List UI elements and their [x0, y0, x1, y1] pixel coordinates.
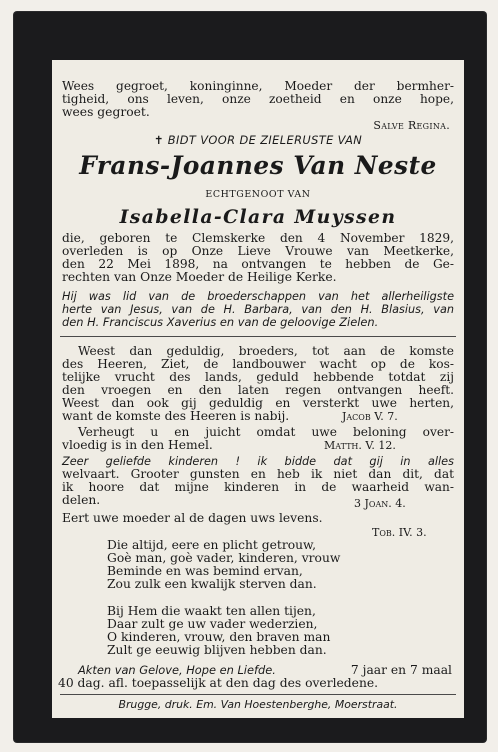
spouse-name: Isabella-Clara Muyssen: [119, 206, 397, 228]
indulgence-line: Akten van Gelove, Hope en Liefde.: [78, 663, 276, 677]
scripture-line: Eert uwe moeder al de dagen uws levens.: [62, 511, 323, 525]
scripture-line: des Heeren, Ziet, de landbouwer wacht op de kos-: [62, 357, 454, 371]
poem-line: Zou zulk een kwalijk sterven dan.: [107, 577, 317, 591]
scripture-line: want de komste des Heeren is nabij.: [62, 409, 290, 423]
scripture-line: den vroegen en den laten regen ontvangen heeft.: [62, 383, 454, 397]
scripture-reference: Tob. IV. 3.: [372, 526, 427, 539]
spouse-label: ECHTGENOOT VAN: [205, 189, 311, 200]
divider: [60, 336, 456, 337]
card-paper: [52, 60, 464, 718]
scripture-line: Weest dan ook gij geduldig en versterkt uwe herten,: [62, 396, 454, 410]
scripture-line: delen.: [62, 493, 101, 507]
poem-line: Zult ge eeuwig blijven hebben dan.: [107, 643, 327, 657]
divider: [60, 694, 456, 695]
scripture-line: ik hoore dat mijne kinderen in de waarheid wan-: [62, 480, 454, 494]
bio-line: die, geboren te Clemskerke den 4 November 1829,: [62, 231, 454, 245]
prayer-line: tigheid, ons leven, onze zoetheid en onze hope,: [62, 92, 454, 106]
prayer-line: Wees gegroet, koninginne, Moeder der bermher-: [62, 79, 454, 93]
membership-line: Hij was lid van de broederschappen van het allerheiligste: [62, 290, 454, 303]
mourning-card: [14, 12, 486, 742]
scripture-line: vloedig is in den Hemel.: [62, 438, 213, 452]
prayer-line: wees gegroet.: [62, 105, 150, 119]
membership-line: den H. Franciscus Xaverius en van de geloovige Zielen.: [62, 315, 379, 329]
printer-credit: Brugge, druk. Em. Van Hoestenberghe, Moerstraat.: [118, 698, 398, 711]
scripture-reference: Jacob V. 7.: [342, 410, 398, 423]
indulgence-line: 7 jaar en 7 maal: [350, 663, 452, 677]
poem-line: Bij Hem die waakt ten allen tijen,: [107, 604, 316, 618]
salve-regina: Salve Regina.: [373, 119, 450, 132]
poem-line: Beminde en was bemind ervan,: [107, 564, 303, 578]
scripture-line: welvaart. Grooter gunsten en heb ik niet dan dit, dat: [62, 467, 454, 481]
bio-line: rechten van Onze Moeder de Heilige Kerke.: [62, 270, 337, 284]
scripture-line: Zeer geliefde kinderen ! ik bidde dat gij in alles: [62, 455, 454, 468]
pray-line: ✝ BIDT VOOR DE ZIELERUSTE VAN: [153, 133, 363, 147]
membership-line: herte van Jesus, van de H. Barbara, van den H. Blasius, van: [62, 303, 454, 316]
scripture-line: Verheugt u en juicht omdat uwe beloning over-: [78, 425, 454, 439]
indulgence-line: 40 dag. afl. toepasselijk at den dag des overledene.: [58, 676, 379, 690]
poem-line: Goè man, goè vader, kinderen, vrouw: [107, 551, 341, 565]
bio-line: overleden is op Onze Lieve Vrouwe van Meetkerke,: [62, 244, 454, 258]
deceased-name: Frans-Joannes Van Neste: [79, 151, 437, 180]
scripture-line: Weest dan geduldig, broeders, tot aan de komste: [78, 344, 454, 358]
bio-line: den 22 Mei 1898, na ontvangen te hebben de Ge-: [62, 257, 454, 271]
poem-line: Die altijd, eere en plicht getrouw,: [107, 538, 317, 552]
scripture-reference: 3 Joan. 4.: [354, 497, 406, 510]
scripture-reference: Matth. V. 12.: [324, 439, 396, 452]
poem-line: O kinderen, vrouw, den braven man: [107, 630, 331, 644]
scripture-line: telijke vrucht des lands, geduld hebbende totdat zij: [62, 370, 454, 384]
poem-line: Daar zult ge uw vader wederzien,: [107, 617, 318, 631]
